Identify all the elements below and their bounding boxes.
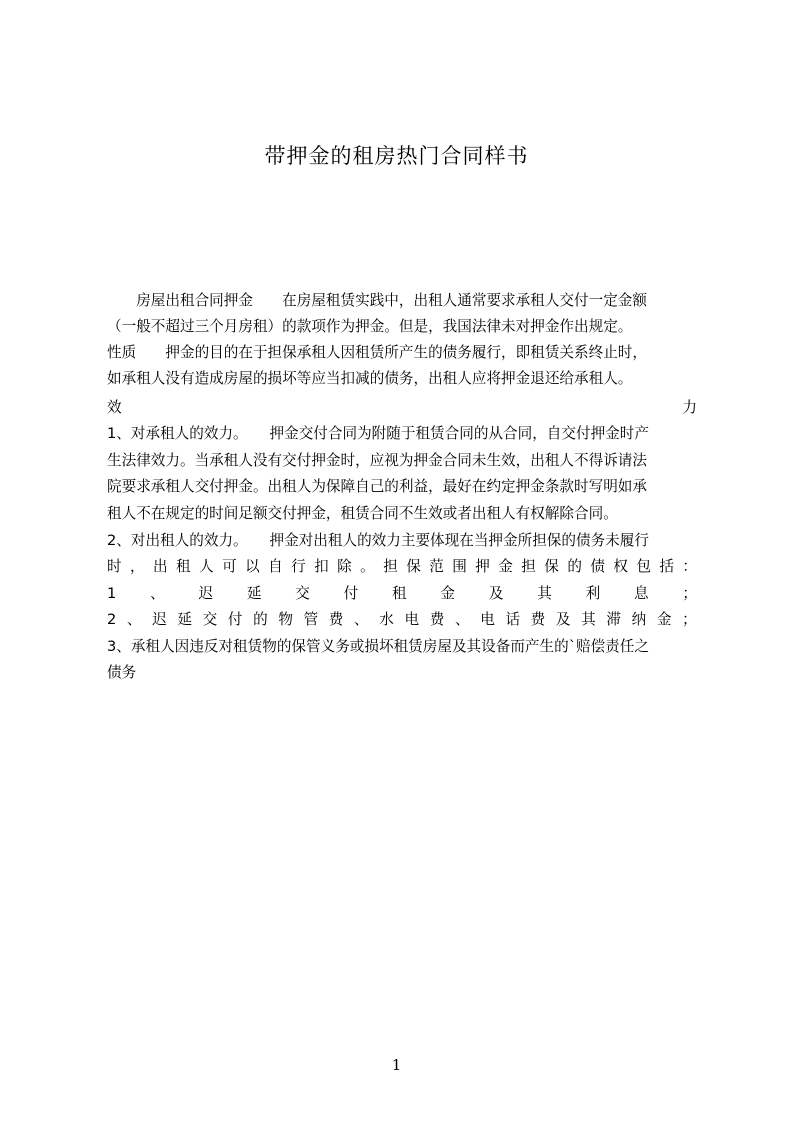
item2-char: 、 — [354, 611, 369, 628]
item2-char: 、 — [454, 611, 470, 628]
deduct-char: 行 — [291, 558, 306, 575]
deduct-char: 租 — [176, 558, 191, 575]
item2-char: 话 — [505, 611, 521, 628]
effect-heading — [107, 395, 697, 421]
deduct-char: 除 — [337, 558, 352, 575]
item2-char: 电 — [404, 611, 420, 628]
item2-char: 金 — [656, 611, 672, 628]
item2-char: 纳 — [631, 611, 647, 628]
item1-char: 延 — [246, 585, 262, 602]
body-line-9: 2、对出租人的效力。 押金对出租人的效力主要体现在当押金所担保的债务未履行 — [107, 532, 649, 549]
deduct-char: 扣 — [314, 558, 329, 575]
item1-char: ； — [682, 585, 697, 602]
item2-char: 电 — [480, 611, 495, 628]
item2-char: 费 — [328, 611, 344, 628]
deduct-char: 。 — [360, 558, 375, 575]
deduct-char: 括 — [659, 558, 674, 575]
item1-char: 交 — [295, 585, 310, 602]
body-line-5: 1、对承租人的效力。 押金交付合同为附随于租赁合同的从合同，自交付押金时产 — [107, 425, 649, 442]
deduct-line — [107, 554, 697, 580]
item2-char: 、 — [126, 611, 142, 628]
deduct-char: 可 — [222, 558, 237, 575]
deduct-char: 范 — [429, 558, 444, 575]
item2-char: 物 — [278, 611, 293, 628]
deduct-char: 出 — [153, 558, 168, 575]
item-2-line — [107, 607, 697, 633]
item2-char: 费 — [429, 611, 445, 628]
deduct-char: 围 — [452, 558, 467, 575]
deduct-char: 包 — [636, 558, 651, 575]
item1-char: 、 — [150, 585, 165, 602]
deduct-char: 担 — [383, 558, 398, 575]
item-1-line — [107, 581, 697, 607]
document-title: 带押金的租房热门合同样书 — [264, 144, 529, 168]
item1-char: 息 — [633, 585, 649, 602]
body-line-6: 生法律效力。当承租人没有交付押金时，应视为押金合同未生效，出租人不得诉请法 — [107, 452, 647, 469]
item1-char: 及 — [488, 585, 504, 602]
item2-char: 其 — [581, 611, 596, 628]
item2-char: 迟 — [152, 611, 167, 628]
item2-char: ； — [682, 611, 697, 628]
body-line-4: 如承租人没有造成房屋的损坏等应当扣减的债务，出租人应将押金退还给承租人。 — [107, 370, 633, 387]
deduct-char: 自 — [268, 558, 283, 575]
item2-char: 管 — [303, 611, 319, 628]
item1-char: 金 — [440, 585, 456, 602]
deduct-char: 权 — [613, 558, 628, 575]
deduct-char: 人 — [199, 558, 214, 575]
item2-char: 水 — [379, 611, 394, 628]
item2-char: 延 — [177, 611, 192, 628]
deduct-char: ： — [682, 558, 697, 575]
deduct-char: ， — [130, 558, 145, 575]
item1-char: 迟 — [198, 585, 214, 602]
item2-char: 滞 — [606, 611, 621, 628]
item1-char: 租 — [392, 585, 407, 602]
body-line-2: （一般不超过三个月房租）的款项作为押金。但是，我国法律未对押金作出规定。 — [107, 318, 633, 335]
body-line-11: 债务 — [107, 664, 137, 681]
item2-char: 2 — [107, 611, 117, 628]
item2-char: 付 — [227, 611, 243, 628]
body-line-3: 性质 押金的目的在于担保承租人因租赁所产生的债务履行，即租赁关系终止时， — [107, 344, 647, 361]
deduct-char: 押 — [475, 558, 490, 575]
deduct-char: 以 — [245, 558, 260, 575]
deduct-char: 担 — [521, 558, 536, 575]
item2-char: 及 — [555, 611, 571, 628]
effect-heading-right: 力 — [682, 399, 697, 416]
item1-char: 1 — [107, 585, 117, 602]
page-number: 1 — [391, 1056, 402, 1074]
body-line-1: 房屋出租合同押金 在房屋租赁实践中，出租人通常要求承租人交付一定金额 — [107, 292, 647, 309]
deduct-char: 的 — [567, 558, 582, 575]
item1-char: 付 — [343, 585, 359, 602]
item2-char: 的 — [253, 611, 268, 628]
item2-char: 交 — [202, 611, 218, 628]
body-line-8: 租人不在规定的时间足额交付押金，租赁合同不生效或者出租人有权解除合同。 — [107, 505, 618, 522]
deduct-char: 金 — [498, 558, 513, 575]
deduct-char: 时 — [107, 558, 122, 575]
item1-char: 利 — [585, 585, 601, 602]
body-line-10: 3、承租人因违反对租赁物的保管义务或损坏租赁房屋及其设备而产生的`赔偿责任之 — [107, 638, 649, 655]
effect-heading-left: 效 — [107, 399, 122, 416]
deduct-char: 保 — [544, 558, 559, 575]
body-line-7: 院要求承租人交付押金。出租人为保障自己的利益，最好在约定押金条款时写明如承 — [107, 478, 647, 495]
deduct-char: 保 — [406, 558, 421, 575]
item1-char: 其 — [537, 585, 552, 602]
item2-char: 费 — [530, 611, 546, 628]
deduct-char: 债 — [590, 558, 605, 575]
